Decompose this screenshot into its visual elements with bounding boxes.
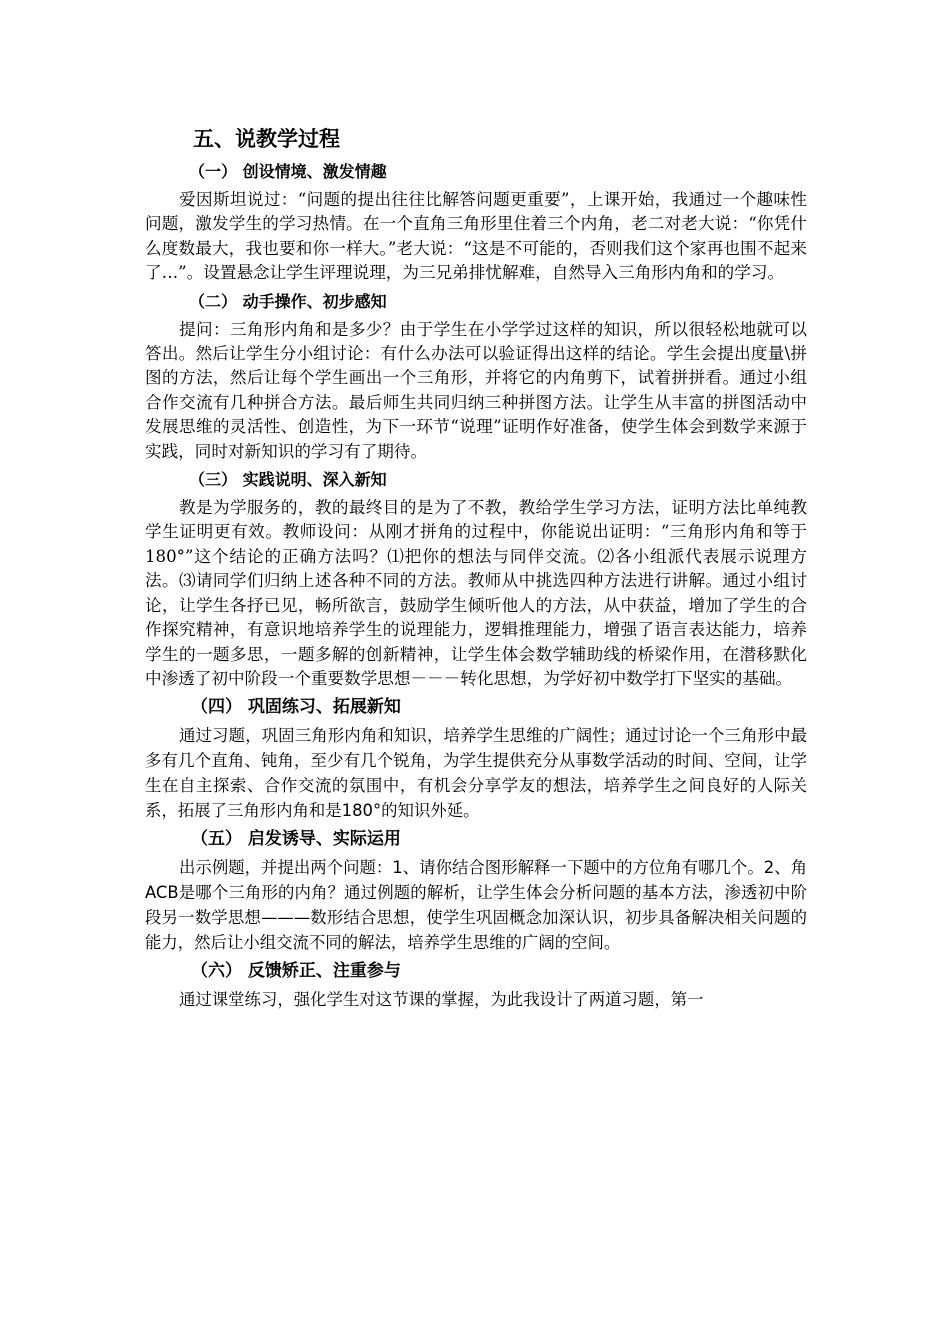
section-paragraph-1: 爱因斯坦说过：“问题的提出往往比解答问题更重要”，上课开始，我通过一个趣味性问题，激发学生的学习热情。在一个直角三角形里住着三个内角，老二对老大说：“你凭什么度数最大，我也要和你一样大。”老大说：“这是不可能的，否则我们这个家再也围不起来了…”。设置悬念让学生评理说理，为三兄弟排忧解难，自然导入三角形内角和的学习。 bbox=[145, 190, 807, 283]
section-heading-1: （一） 创设情境、激发情趣 bbox=[189, 162, 387, 181]
section-paragraph-3: 教是为学服务的，教的最终目的是为了不教，教给学生学习方法，证明方法比单纯教学生证明更有效。教师设问：从刚才拼角的过程中，你能说出证明：“三角形内角和等于180°”这个结论的正确方法吗？⑴把你的想法与同伴交流。⑵各小组派代表展示说理方法。⑶请同学们归纳上述各种不同的方法。教师从中挑选四种方法进行讲解。通过小组讨论，让学生各抒已见，畅所欲言，鼓励学生倾听他人的方法，从中获益，增加了学生的合作探究精神，有意识地培养学生的说理能力，逻辑推理能力，增强了语言表达能力，培养学生的一题多思，一题多解的创新精神，让学生体会数学辅助线的桥梁作用，在潜移默化中渗透了初中阶段一个重要数学思想－－－转化思想，为学好初中数学打下坚实的基础。 bbox=[145, 498, 807, 688]
section-paragraph-5: 出示例题，并提出两个问题：1、请你结合图形解释一下题中的方位角有哪几个。2、角ACB是哪个三角形的内角？通过例题的解析，让学生体会分析问题的基本方法，渗透初中阶段另一数学思想———数形结合思想，使学生巩固概念加深认识，初步具备解决相关问题的能力，然后让小组交流不同的解法，培养学生思维的广阔的空间。 bbox=[145, 858, 807, 953]
section-heading-3: （三） 实践说明、深入新知 bbox=[189, 470, 387, 490]
section-heading-5: （五） 启发诱导、实际运用 bbox=[191, 829, 401, 850]
section-paragraph-4: 通过习题，巩固三角形内角和知识，培养学生思维的广阔性；通过讨论一个三角形中最多有几个直角、钝角，至少有几个锐角，为学生提供充分从事数学活动的时间、空间，让学生在自主探索、合作交流的氛围中，有机会分享学友的想法，培养学生之间良好的人际关系，拓展了三角形内角和是180°的知识外延。 bbox=[145, 726, 807, 821]
section-paragraph-6: 通过课堂练习，强化学生对这节课的掌握，为此我设计了两道习题，第一 bbox=[179, 990, 704, 1010]
section-paragraph-2: 提问：三角形内角和是多少？由于学生在小学学过这样的知识，所以很轻松地就可以答出。然后让学生分小组讨论：有什么办法可以验证得出这样的结论。学生会提出度量\拼图的方法，然后让每个学生画出一个三角形，并将它的内角剪下，试着拼拼看。通过小组合作交流有几种拼合方法。最后师生共同归纳三种拼图方法。让学生从丰富的拼图活动中发展思维的灵活性、创造性，为下一环节“说理”证明作好准备，使学生体会到数学来源于实践，同时对新知识的学习有了期待。 bbox=[145, 319, 807, 461]
section-heading-2: （二） 动手操作、初步感知 bbox=[189, 291, 387, 311]
section-heading-4: （四） 巩固练习、拓展新知 bbox=[191, 697, 401, 718]
page-title: 五、说教学过程 bbox=[193, 127, 340, 151]
document-body bbox=[145, 124, 807, 1012]
section-heading-6: （六） 反馈矫正、注重参与 bbox=[191, 961, 401, 982]
